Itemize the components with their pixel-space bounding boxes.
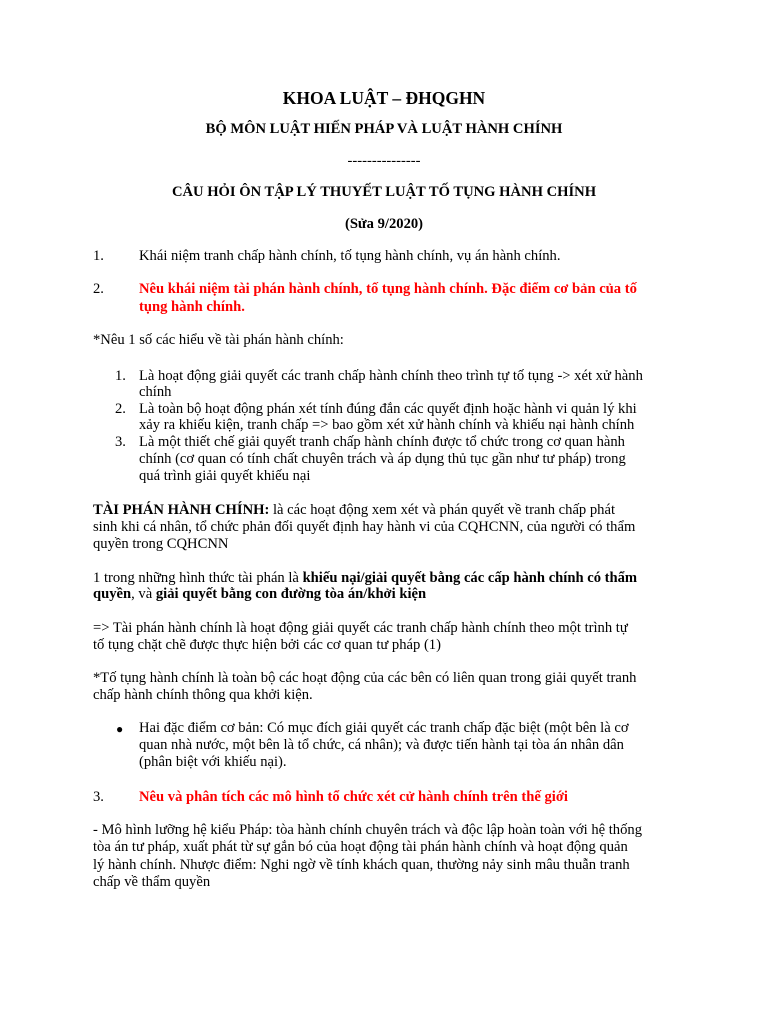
forms-bold-text: quyền xyxy=(93,586,132,602)
question-number: 1. xyxy=(93,248,104,264)
question-text: Nêu và phân tích các mô hình tổ chức xét cử hành chính trên thế giới xyxy=(139,789,568,805)
list-item-line: Là hoạt động giải quyết các tranh chấp hành chính theo trình tự tố tụng -> xét xử hành xyxy=(139,368,643,384)
forms-connector: , và xyxy=(131,586,156,602)
list-item-line: xảy ra khiếu kiện, tranh chấp => bao gồm xét xử hành chính và khiếu nại hành chính xyxy=(139,417,635,433)
bullet-line: Hai đặc điểm cơ bản: Có mục đích giải quyết các tranh chấp đặc biệt (một bên là cơ xyxy=(139,720,629,736)
model-line: lý hành chính. Nhược điểm: Nghi ngờ về tính khách quan, thường nảy sinh mâu thuẫn tranh xyxy=(93,857,630,873)
list-item-line: chính (cơ quan có tính chất chuyên trách và áp dụng thủ tục gần như tư pháp) trong xyxy=(139,451,626,467)
model-line: tòa án tư pháp, xuất phát từ sự gắn bó của hoạt động tài phán hành chính và hoạt động quản xyxy=(93,839,628,855)
forms-bold-text: khiếu nại/giải quyết bằng các cấp hành chính có thẩm xyxy=(302,570,638,586)
revision-note: (Sửa 9/2020) xyxy=(344,216,424,232)
department-heading: BỘ MÔN LUẬT HIẾN PHÁP VÀ LUẬT HÀNH CHÍNH xyxy=(205,121,563,137)
definition-line: sinh khi cá nhân, tổ chức phản đối quyết định hay hành vi của CQHCNN, của người có thẩm xyxy=(93,519,636,535)
list-item-line: quá trình giải quyết khiếu nại xyxy=(139,468,311,484)
document-title: CÂU HỎI ÔN TẬP LÝ THUYẾT LUẬT TỐ TỤNG HÀNH CHÍNH xyxy=(171,184,597,200)
question-number: 2. xyxy=(93,281,104,297)
litigation-line: *Tố tụng hành chính là toàn bộ các hoạt động của các bên có liên quan trong giải quyết tranh xyxy=(93,670,637,686)
list-item-line: Là một thiết chế giải quyết tranh chấp hành chính được tổ chức trong cơ quan hành xyxy=(139,434,625,450)
question-text-line: tụng hành chính. xyxy=(139,299,245,315)
forms-prefix: 1 trong những hình thức tài phán là xyxy=(93,570,303,586)
list-item-line: chính xyxy=(139,384,172,400)
list-item-line: Là toàn bộ hoạt động phán xét tính đúng đắn các quyết định hoặc hành vi quản lý khi xyxy=(139,401,637,417)
faculty-heading: KHOA LUẬT – ĐHQGHN xyxy=(282,88,486,108)
forms-line xyxy=(93,586,426,603)
model-line: chấp về thẩm quyền xyxy=(93,874,211,890)
list-number: 1. xyxy=(115,368,126,384)
conclusion-line: tố tụng chặt chẽ được thực hiện bởi các cơ quan tư pháp (1) xyxy=(93,637,441,653)
bullet-icon: ● xyxy=(116,722,124,736)
definition-text: là các hoạt động xem xét và phán quyết về tranh chấp phát xyxy=(269,502,616,518)
bullet-line: quan nhà nước, một bên là tổ chức, cá nhân); và được tiến hành tại tòa án nhân dân xyxy=(139,737,624,753)
definition-line: quyền trong CQHCNN xyxy=(93,536,229,552)
bullet-line: (phân biệt với khiếu nại). xyxy=(139,754,287,770)
definition-line xyxy=(93,502,615,519)
question-number: 3. xyxy=(93,789,104,805)
definition-term: TÀI PHÁN HÀNH CHÍNH: xyxy=(93,502,270,518)
forms-bold-text: giải quyết bằng con đường tòa án/khởi kiện xyxy=(155,586,427,602)
litigation-line: chấp hành chính thông qua khởi kiện. xyxy=(93,687,313,703)
model-line: - Mô hình lưỡng hệ kiểu Pháp: tòa hành chính chuyên trách và độc lập hoàn toàn với hệ thống xyxy=(93,822,642,838)
question-text-line: Nêu khái niệm tài phán hành chính, tố tụng hành chính. Đặc điểm cơ bản của tố xyxy=(139,281,637,297)
intro-note: *Nêu 1 số các hiểu về tài phán hành chính: xyxy=(93,332,344,348)
list-number: 3. xyxy=(115,434,126,450)
forms-line xyxy=(93,570,637,587)
conclusion-line: => Tài phán hành chính là hoạt động giải quyết các tranh chấp hành chính theo một trình tự xyxy=(93,620,628,636)
question-text: Khái niệm tranh chấp hành chính, tố tụng hành chính, vụ án hành chính. xyxy=(139,248,561,264)
separator-line: --------------- xyxy=(347,153,421,169)
list-number: 2. xyxy=(115,401,126,417)
